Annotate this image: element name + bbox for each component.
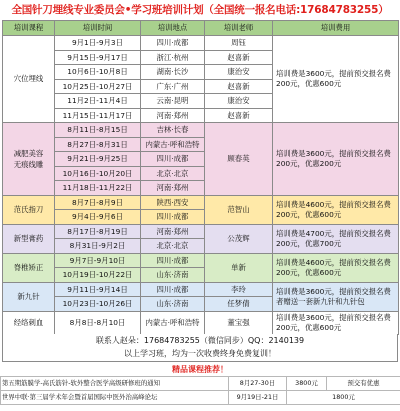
cell-teacher: 公茂辉 <box>205 224 273 253</box>
cell-teacher: 康治安 <box>205 94 273 109</box>
cell-time: 8月8日-8月10日 <box>55 311 141 334</box>
course-name: 减肥美容 无痕线雕 <box>3 123 55 196</box>
cell-teacher: 董宝强 <box>205 311 273 334</box>
course-name: 新九针 <box>3 282 55 311</box>
cell-place: 内蒙古·呼和浩特 <box>141 137 205 152</box>
contact-info: 联系人赵朵：17684783255（微信同步）QQ：2140139 <box>95 336 305 345</box>
table-row <box>3 224 399 239</box>
cell-fee: 培训费是4700元，提前预交报名费200元，优惠700元 <box>273 224 399 253</box>
cell-time: 8月11日-8月15日 <box>55 123 141 138</box>
cell-place: 云南·昆明 <box>141 94 205 109</box>
cell-fee: 培训费是4600元，提前预交报名费200元，优惠600元 <box>273 195 399 224</box>
cell-teacher: 周钰 <box>205 36 273 51</box>
table-row <box>3 123 399 138</box>
cell-teacher: 顾春英 <box>205 123 273 196</box>
cell-time: 8月7日-8月9日 <box>55 195 141 210</box>
cell-place: 山东·济南 <box>141 268 205 283</box>
cell-time: 10月16日-10月20日 <box>55 166 141 181</box>
recommend-name[interactable]: 世界中联·第三届学术年会暨首届国际中医外治高峰论坛 <box>1 391 229 405</box>
recommend-table <box>0 376 400 405</box>
cell-place: 四川·成都 <box>141 282 205 297</box>
table-row <box>3 311 399 334</box>
cell-teacher: 范智山 <box>205 195 273 224</box>
cell-place: 北京·北京 <box>141 239 205 254</box>
table-row <box>3 253 399 268</box>
cell-place: 四川·成都 <box>141 253 205 268</box>
cell-time: 8月31日-9月2日 <box>55 239 141 254</box>
header-fee: 培训费用 <box>273 21 399 36</box>
cell-place: 湖南·长沙 <box>141 65 205 80</box>
cell-time: 9月21日-9月25日 <box>55 152 141 167</box>
retraining-note: 以上学习班，均为一次收费终身免费复训！ <box>124 349 276 358</box>
schedule-table <box>2 20 399 335</box>
cell-place: 河南·郑州 <box>141 181 205 196</box>
cell-fee: 培训费是3600元，提前预交报名费200元，优惠200元 <box>273 123 399 196</box>
cell-place: 河南·郑州 <box>141 224 205 239</box>
course-name: 范氏指刀 <box>3 195 55 224</box>
cell-place: 内蒙古·呼和浩特 <box>141 311 205 334</box>
cell-time: 9月1日-9月3日 <box>55 36 141 51</box>
cell-place: 陕西·西安 <box>141 195 205 210</box>
table-row <box>3 195 399 210</box>
header-teacher: 培训老师 <box>205 21 273 36</box>
recommend-section <box>0 363 400 405</box>
cell-time: 10月19日-10月22日 <box>55 268 141 283</box>
recommend-title: 精品课程推荐！ <box>172 365 228 374</box>
header-place: 培训地点 <box>141 21 205 36</box>
cell-time: 11月2日-11月4日 <box>55 94 141 109</box>
cell-time: 10月6日-10月8日 <box>55 65 141 80</box>
contact-box <box>2 334 398 362</box>
header-time: 培训时间 <box>55 21 141 36</box>
course-name: 新型膏药 <box>3 224 55 253</box>
cell-time: 8月17日-8月19日 <box>55 224 141 239</box>
cell-fee: 培训费是3600元，提前预交报名费200元，优惠600元 <box>273 311 399 334</box>
list-item[interactable] <box>1 391 400 405</box>
cell-fee: 培训费是3600元，提前预交报名费200元，优惠600元 <box>273 36 399 123</box>
cell-teacher: 赵喜新 <box>205 79 273 94</box>
cell-teacher: 赵喜新 <box>205 50 273 65</box>
recommend-price: 1800元 <box>287 391 400 405</box>
cell-place: 山东·济南 <box>141 297 205 312</box>
cell-teacher: 单新 <box>205 253 273 282</box>
cell-teacher: 康治安 <box>205 65 273 80</box>
recommend-date: 9月19日-21日 <box>229 391 287 405</box>
cell-place: 四川·成都 <box>141 210 205 225</box>
cell-fee: 培训费是4600元，提前预交报名费200元，优惠600元 <box>273 253 399 282</box>
course-name: 穴位埋线 <box>3 36 55 123</box>
cell-time: 10月25日-10月27日 <box>55 79 141 94</box>
cell-place: 广东·广州 <box>141 79 205 94</box>
cell-place: 浙江·杭州 <box>141 50 205 65</box>
table-row <box>3 36 399 51</box>
table-row <box>3 282 399 297</box>
cell-place: 四川·成都 <box>141 36 205 51</box>
list-item[interactable] <box>1 377 400 391</box>
cell-time: 9月15日-9月17日 <box>55 50 141 65</box>
cell-time: 11月18日-11月22日 <box>55 181 141 196</box>
recommend-name[interactable]: 第五期筋膜学-高氏筋针-软外整合医学高级研修班的通知 <box>1 377 229 391</box>
cell-time: 9月4日-9月6日 <box>55 210 141 225</box>
recommend-note: 预交有优惠 <box>327 377 400 391</box>
cell-time: 8月27日-8月31日 <box>55 137 141 152</box>
table-header-row <box>3 21 399 36</box>
recommend-price: 3800元 <box>287 377 327 391</box>
cell-place: 北京·北京 <box>141 166 205 181</box>
header-course: 培训课程 <box>3 21 55 36</box>
cell-time: 10月23日-10月26日 <box>55 297 141 312</box>
cell-time: 11月15日-11月17日 <box>55 108 141 123</box>
recommend-date: 8月27-30日 <box>229 377 287 391</box>
cell-teacher: 赵喜新 <box>205 108 273 123</box>
cell-teacher: 李玲 <box>205 282 273 297</box>
cell-teacher: 任梦倩 <box>205 297 273 312</box>
page-title: 全国针刀埋线专业委员会•学习班培训计划（全国统一报名电话:17684783255） <box>11 4 389 16</box>
cell-place: 河南·郑州 <box>141 108 205 123</box>
cell-time: 9月7日-9月10日 <box>55 253 141 268</box>
cell-place: 吉林·长春 <box>141 123 205 138</box>
cell-place: 四川·成都 <box>141 152 205 167</box>
cell-fee: 培训费是3600元，提前预交报名费者赠送一套新九针和九针包 <box>273 282 399 311</box>
course-name: 脊椎矫正 <box>3 253 55 282</box>
course-name: 经络刺血 <box>3 311 55 334</box>
cell-time: 9月11日-9月14日 <box>55 282 141 297</box>
